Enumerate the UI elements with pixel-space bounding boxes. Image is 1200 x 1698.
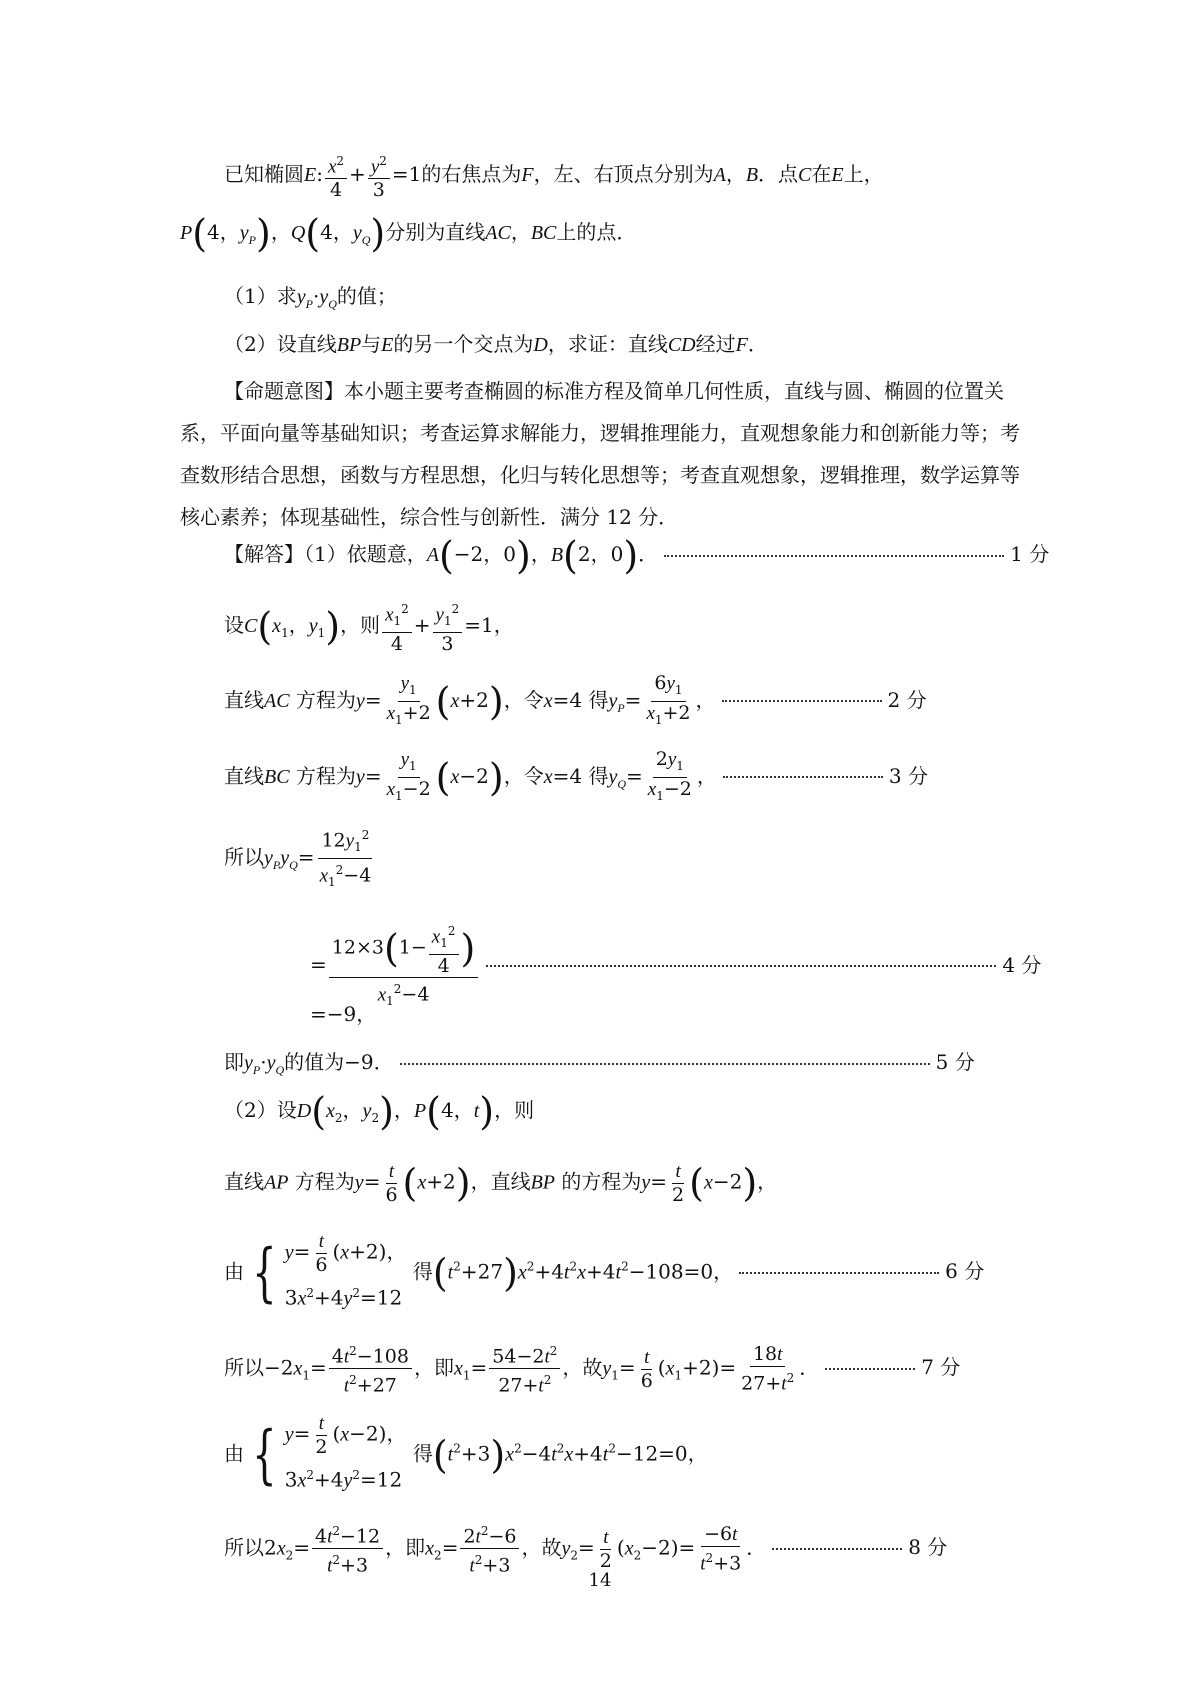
score: 3 分 [888,763,928,788]
text: 的方程为 [561,1169,642,1194]
text: 【解答】 [224,542,304,566]
text: 得 [412,1259,433,1284]
text: 已知椭圆 [224,162,304,187]
problem-line-2: P(4，$y_P$)，Q(4，$y_Q$)分别为直线AC，BC上的点． [180,211,637,256]
text: 所以 [224,845,264,870]
text: ，即 [413,1355,454,1380]
score: 6 分 [945,1259,985,1284]
text: （2）设直线 [224,332,337,356]
text: 的右焦点为 [421,162,522,187]
sol-line-14: 所以$2x_2=$ $\frac{4t^2-12}{t^2+3}$ ，即$x_2=$ $\frac{2t^2-6}{t^2+3}$ ，故$y_2=$ $\frac{t}{2}$ $(x_2-2)=$ $\frac{-6t}{t^2+3}$ ． 8 分 [224,1520,1064,1578]
question-1: （1）求$y_P\cdot y_Q$的值； [224,284,397,311]
text: ，故 [562,1355,603,1380]
text: 与 [361,332,382,356]
leader-dots [486,965,996,967]
text: ，求证：直线 [547,332,668,356]
sol-line-13: 由 { y= $\frac{t}{2}$ (x−2)， $3x^2+4y^2=12$ 得$(t^2+3)x^2-4t^2x+4t^2-12=0$， [224,1413,708,1492]
sol-line-8: 即$y_P\cdot y_Q$的值为−9． 5 分 [224,1050,975,1077]
text: 得 [412,1441,433,1466]
text: ，直线 [470,1169,531,1194]
text: 在 [811,162,832,187]
score: 8 分 [908,1535,948,1560]
text: ，令 [503,687,544,712]
intent-paragraph [180,370,1020,538]
text: 直线 [224,687,264,712]
leader-dots [722,700,882,702]
text: 直线 [224,1169,264,1194]
page-number: 14 [588,1570,612,1591]
text: ．点 [758,162,799,187]
question-2: （2）设直线BP与E的另一个交点为D，求证：直线CD经过F． [224,332,768,356]
sol-line-12: 所以$-2x_1=$ $\frac{4t^2-108}{t^2+27}$ ，即$x_1=$ $\frac{54-2t^2}{27+t^2}$ ，故$y_1=$ $\frac{t}{6}$ $(x_1+2)=$ $\frac{18t}{27+t^2}$ ． 7 分 [224,1340,1064,1398]
text: 上的点． [556,220,637,244]
leader-dots [723,776,883,778]
text: ，则 [340,613,381,638]
text: 所以 [224,1535,264,1560]
score: 5 分 [935,1050,975,1074]
text: ，即 [385,1535,426,1560]
intent-label: 【命题意图】 [224,379,344,403]
text: 直线 [224,763,264,788]
sol-line-3: 直线AC 方程为y= $\frac{y_1}{x_1+2}$ (x+2)，令x=4 得$y_P=$ $\frac{6y_1}{x_1+2}$ ， 2 分 [224,672,927,727]
text: 上， [843,162,884,187]
text: 经过 [695,332,736,356]
problem-line-1: 已知椭圆E: $\frac{x^2}{4}$ + $\frac{y^2}{3}$ =1的右焦点为F，左、右顶点分别为A，B．点C在E上， [224,150,1064,201]
text: 设 [224,613,244,638]
leader-dots [400,1063,930,1065]
sol-line-2: 设$C(x_1$，$y_1$)，则 $\frac{x_1^2}{4}$ + $\frac{y_1^2}{3}$ =1， [224,598,1064,655]
text: 方程为 [295,763,356,788]
score: 4 分 [1002,952,1042,977]
sol-line-6: = 12×3(1− $\frac{x_1^2}{4}$ ) $x_1^2-4$ 4 分 [310,920,1010,1012]
text: （1）求 [224,284,297,308]
sol-line-10: 直线AP 方程为y= $\frac{t}{6}$ (x+2)，直线BP 的方程为y= $\frac{t}{2}$ (x−2)， [224,1161,778,1206]
score: 2 分 [887,687,927,712]
text: 的另一个交点为 [393,332,534,356]
text: 即 [224,1050,244,1074]
text: ，则 [494,1098,535,1122]
sol-line-4: 直线BC 方程为y= $\frac{y_1}{x_1-2}$ (x−2)，令x=4 得$y_Q=$ $\frac{2y_1}{x_1-2}$ ， 3 分 [224,748,928,803]
text: 得 [588,763,609,788]
leader-dots [739,1272,939,1274]
text: ，左、右顶点分别为 [533,162,714,187]
text: ，令 [503,763,544,788]
text: ，故 [521,1535,562,1560]
text: （2）设 [224,1098,297,1122]
sol-line-5: 所以$y_Py_Q=$ $\frac{12y_1^2}{x_1^2-4}$ [224,824,1064,893]
leader-dots [825,1368,915,1370]
sol-line-11: 由 { y= $\frac{t}{6}$ (x+2)， $3x^2+4y^2=12$ 得$(t^2+27)x^2+4t^2x+4t^2-108=0$， 6 分 [224,1231,985,1310]
text: 所以 [224,1355,264,1380]
text: 方程为 [295,687,356,712]
sol-line-7: =−9， [310,1002,377,1026]
leader-dots [772,1548,902,1550]
text: 的值； [336,284,397,308]
score: 1 分 [1010,542,1050,566]
text: 分别为直线 [385,220,486,244]
text: 由 [224,1259,244,1284]
sol-line-1: 【解答】（1）依题意，A(−2，0)，B(2，0)． 1 分 [224,533,1050,578]
text: 得 [588,687,609,712]
intent-text: 本小题主要考查椭圆的标准方程及简单几何性质，直线与圆、椭圆的位置关系，平面向量等基础知识；考查运算求解能力，逻辑推理能力，直观想象能力和创新能力等；考查数形结合思想，函数与方程思想，化归与转化思想等；考查直观想象，逻辑推理，数学运算等核心素养；体现基础性，综合性与创新性．满分 12 分． [180,379,1020,529]
text: （1）依题意， [304,542,427,566]
score: 7 分 [921,1355,961,1380]
text: ． [747,332,768,356]
text: 由 [224,1441,244,1466]
leader-dots [664,555,1004,557]
text: 方程为 [294,1169,355,1194]
text: 的值为 [284,1050,345,1074]
sol-line-9: （2）设$D(x_2$，$y_2$)，P(4，t)，则 [224,1089,535,1134]
